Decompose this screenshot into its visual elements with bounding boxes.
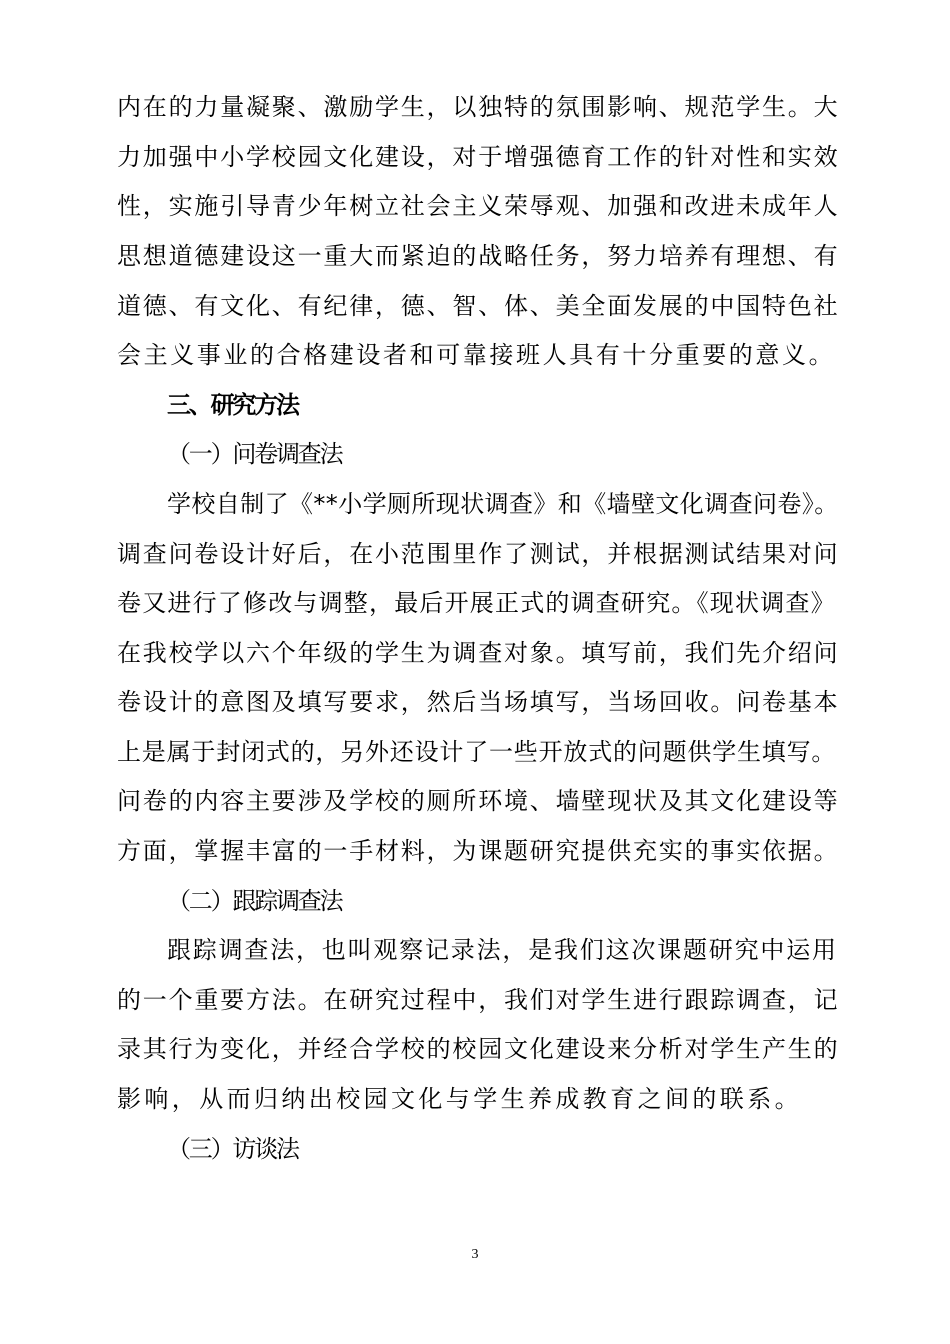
body-text-line: 力加强中小学校园文化建设，对于增强德育工作的针对性和实效 (117, 143, 840, 171)
body-text-line: 卷又进行了修改与调整，最后开展正式的调查研究。《现状调查》 (117, 589, 836, 617)
body-text-line: 的一个重要方法。在研究过程中，我们对学生进行跟踪调查，记 (117, 986, 840, 1014)
body-text-line: 会主义事业的合格建设者和可靠接班人具有十分重要的意义。 (117, 341, 836, 369)
body-text-line: 调查问卷设计好后，在小范围里作了测试，并根据测试结果对问 (117, 540, 840, 568)
body-text-line: 卷设计的意图及填写要求，然后当场填写，当场回收。问卷基本 (117, 688, 840, 716)
page-number: 3 (471, 1247, 479, 1262)
subsection-heading: （一）问卷调查法 (167, 440, 342, 468)
body-text-line: 上是属于封闭式的，另外还设计了一些开放式的问题供学生填写。 (117, 738, 837, 766)
subsection-heading: （二）跟踪调查法 (167, 887, 342, 915)
body-text-line: 方面，掌握丰富的一手材料，为课题研究提供充实的事实依据。 (117, 837, 840, 865)
body-text-line: 在我校学以六个年级的学生为调查对象。填写前，我们先介绍问 (117, 639, 840, 667)
subsection-heading: （三）访谈法 (167, 1135, 298, 1163)
body-text-line: 影响，从而归纳出校园文化与学生养成教育之间的联系。 (117, 1085, 802, 1113)
body-text-line: 道德、有文化、有纪律，德、智、体、美全面发展的中国特色社 (117, 292, 840, 320)
body-text-line: 跟踪调查法，也叫观察记录法，是我们这次课题研究中运用 (167, 936, 838, 964)
body-text-line: 录其行为变化，并经合学校的校园文化建设来分析对学生产生的 (117, 1035, 840, 1063)
body-text-line: 性，实施引导青少年树立社会主义荣辱观、加强和改进未成年人 (117, 192, 840, 220)
body-text-line: 内在的力量凝聚、激励学生，以独特的氛围影响、规范学生。大 (117, 93, 840, 121)
body-text-line: 思想道德建设这一重大而紧迫的战略任务，努力培养有理想、有 (117, 242, 840, 270)
section-heading: 三、研究方法 (167, 391, 298, 419)
body-text-line: 问卷的内容主要涉及学校的厕所环境、墙壁现状及其文化建设等 (117, 787, 840, 815)
body-text-line: 学校自制了《**小学厕所现状调查》和《墙壁文化调查问卷》。 (167, 490, 839, 518)
